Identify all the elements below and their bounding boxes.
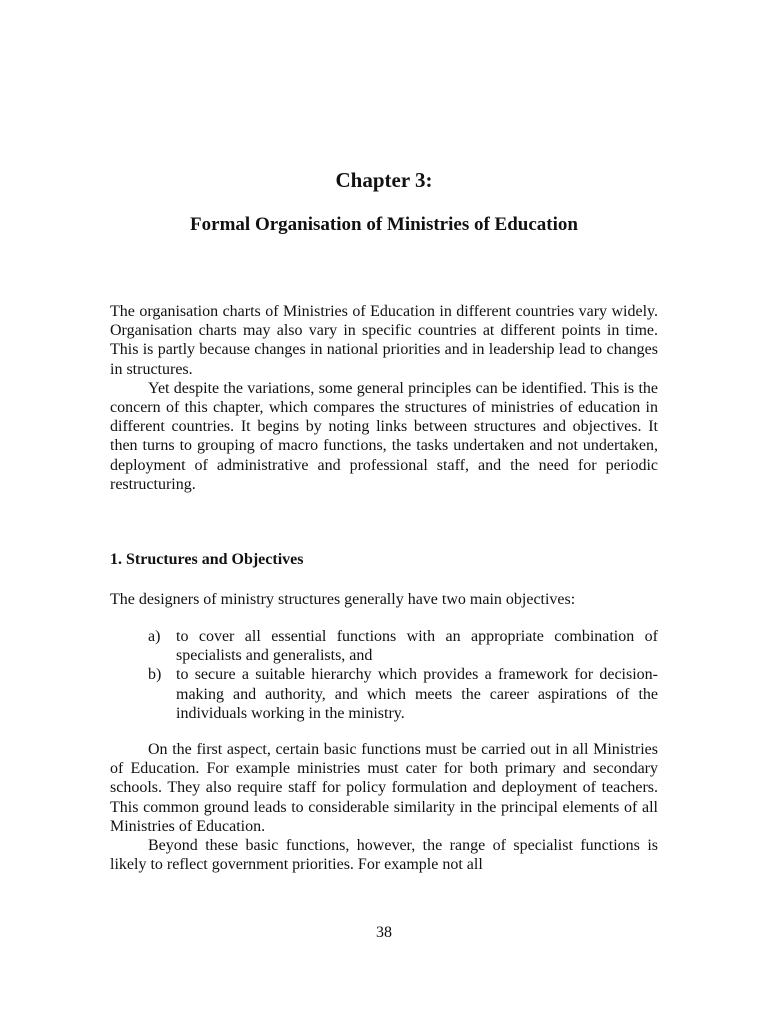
body-paragraph-4: Beyond these basic functions, however, the range of specialist functions is likely to reflect government priorities. For example not all	[110, 837, 658, 874]
intro-paragraph-1: The organisation charts of Ministries of Education in different countries vary widely. Organisation charts may also vary in specific countries at different points in time. This is partly because changes in national priorities and in leadership lead to changes in structures.	[110, 303, 658, 378]
page-number: 38	[376, 924, 392, 941]
section-heading: 1. Structures and Objectives	[110, 551, 304, 568]
chapter-title: Formal Organisation of Ministries of Education	[190, 214, 578, 235]
body-paragraph-3: On the first aspect, certain basic functions must be carried out in all Ministries of Education. For example ministries must cater for both primary and secondary schools. They also require staff for policy formulation and deployment of teachers. This common ground leads to considerable similarity in the principal elements of all Ministries of Education.	[110, 741, 658, 835]
list-item	[148, 665, 658, 723]
list-marker: b)	[148, 666, 162, 684]
list-item	[148, 627, 658, 665]
list-text: to cover all essential functions with an appropriate combination of specialists and generalists, and	[176, 628, 658, 665]
objectives-lead: The designers of ministry structures generally have two main objectives:	[110, 591, 576, 608]
intro-section	[110, 302, 658, 494]
chapter-number: Chapter 3:	[335, 168, 433, 192]
intro-paragraph-2: Yet despite the variations, some general principles can be identified. This is the concern of this chapter, which compares the structures of ministries of education in different countries. It begins by noting links between structures and objectives. It then turns to grouping of macro functions, the tasks undertaken and not undertaken, deployment of administrative and professional staff, and the need for periodic restructuring.	[110, 379, 658, 493]
objectives-list	[148, 627, 658, 723]
list-marker: a)	[148, 628, 161, 645]
closing-section	[110, 740, 658, 874]
list-text: to secure a suitable hierarchy which provides a framework for decision-making and authority, and which meets the career aspirations of the individuals working in the ministry.	[176, 666, 658, 722]
